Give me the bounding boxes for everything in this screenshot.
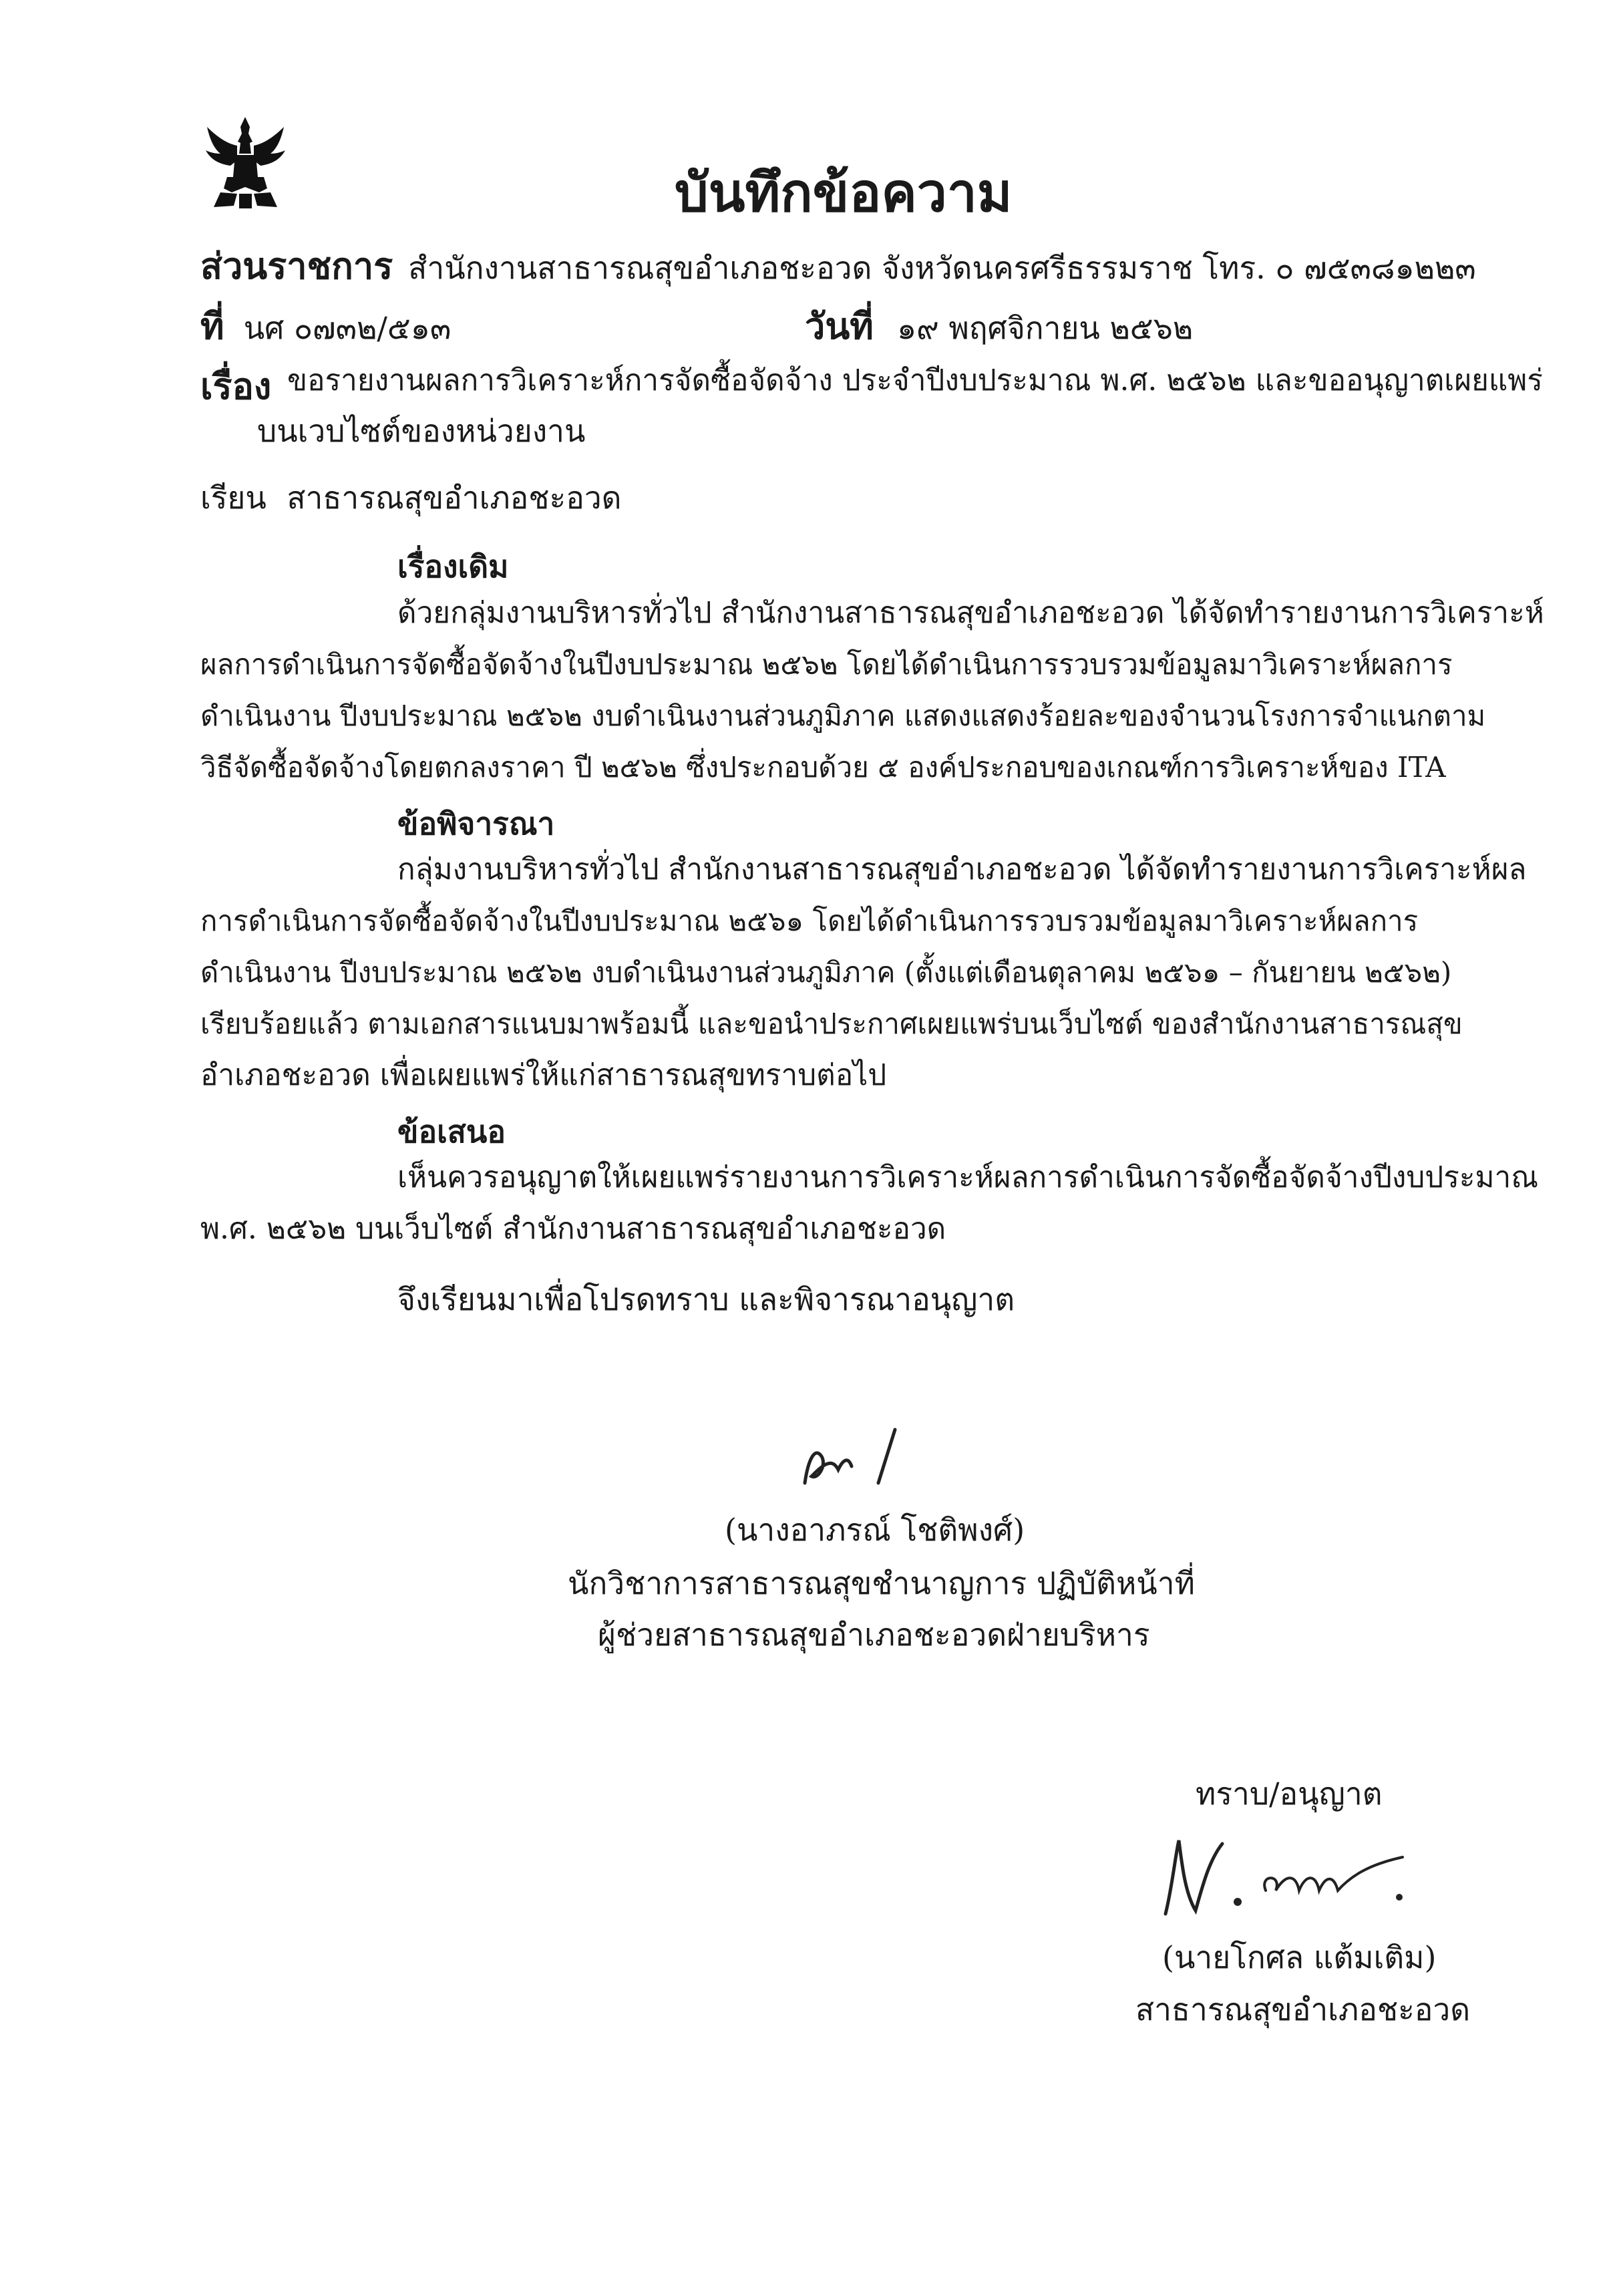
paragraph-line: เห็นควรอนุญาตให้เผยแพร่รายงานการวิเคราะห์ผลการดำเนินการจัดซื้อจัดจ้างปีงบประมาณ bbox=[397, 1160, 1539, 1194]
agency-label: ส่วนราชการ bbox=[200, 244, 393, 287]
approver-position: สาธารณสุขอำเภอชะอวด bbox=[1135, 1991, 1471, 2027]
recipient-value: สาธารณสุขอำเภอชะอวด bbox=[287, 480, 622, 516]
reference-value: นศ ๐๗๓๒/๕๑๓ bbox=[243, 310, 452, 346]
subject-line: บนเวบไซต์ของหน่วยงาน bbox=[257, 413, 586, 449]
paragraph-line: การดำเนินการจัดซื้อจัดจ้างในปีงบประมาณ ๒๕๖๑ โดยได้ดำเนินการรวบรวมข้อมูลมาวิเคราะห์ผลการ bbox=[200, 905, 1419, 937]
paragraph-line: ผลการดำเนินการจัดซื้อจัดจ้างในปีงบประมาณ ๒๕๖๒ โดยได้ดำเนินการรวบรวมข้อมูลมาวิเคราะห์ผลการ bbox=[200, 648, 1453, 681]
approver-name: (นายโกศล แต้มเติม) bbox=[1162, 1939, 1437, 1975]
page-title: บันทึกข้อความ bbox=[675, 161, 1013, 224]
reference-row bbox=[200, 297, 451, 355]
subject-line: ขอรายงานผลการวิเคราะห์การจัดซื้อจัดจ้าง ประจำปีงบประมาณ พ.ศ. ๒๕๖๒ และขออนุญาตเผยแพร่ bbox=[287, 363, 1543, 397]
paragraph-line: ดำเนินงาน ปีงบประมาณ ๒๕๖๒ งบดำเนินงานส่วนภูมิภาค แสดงแสดงร้อยละของจำนวนโรงการจำแนกตาม bbox=[200, 699, 1486, 732]
section-heading-proposal: ข้อเสนอ bbox=[397, 1114, 506, 1150]
approval-text: ทราบ/อนุญาต bbox=[1196, 1776, 1383, 1812]
paragraph-line: พ.ศ. ๒๕๖๒ บนเว็บไซต์ สำนักงานสาธารณสุขอำเภอชะอวด bbox=[200, 1212, 946, 1246]
closing-line: จึงเรียนมาเพื่อโปรดทราบ และพิจารณาอนุญาต bbox=[397, 1281, 1015, 1317]
reference-label: ที่ bbox=[200, 305, 224, 347]
signer1-position: นักวิชาการสาธารณสุขชำนาญการ ปฏิบัติหน้าที่ bbox=[568, 1565, 1195, 1601]
signer1-name: (นางอาภรณ์ โชติพงศ์) bbox=[725, 1512, 1025, 1548]
signature-scribble-icon bbox=[795, 1420, 928, 1493]
garuda-emblem-icon bbox=[200, 114, 291, 214]
approval-signature-icon bbox=[1159, 1827, 1419, 1921]
paragraph-line: อำเภอชะอวด เพื่อเผยแพร่ให้แก่สาธารณสุขทราบต่อไป bbox=[200, 1058, 887, 1092]
date-value: ๑๙ พฤศจิกายน ๒๕๖๒ bbox=[896, 310, 1194, 346]
paragraph-line: ด้วยกลุ่มงานบริหารทั่วไป สำนักงานสาธารณสุขอำเภอชะอวด ได้จัดทำรายงานการวิเคราะห์ bbox=[397, 596, 1544, 630]
paragraph-line: วิธีจัดซื้อจัดจ้างโดยตกลงราคา ปี ๒๕๖๒ ซึ่งประกอบด้วย ๕ องค์ประกอบของเกณฑ์การวิเคราะห์ของ ITA bbox=[200, 751, 1446, 784]
paragraph-line: กลุ่มงานบริหารทั่วไป สำนักงานสาธารณสุขอำเภอชะอวด ได้จัดทำรายงานการวิเคราะห์ผล bbox=[397, 852, 1527, 886]
section-heading-consideration: ข้อพิจารณา bbox=[397, 806, 555, 842]
subject-label: เรื่อง bbox=[200, 365, 272, 407]
signer1-position: ผู้ช่วยสาธารณสุขอำเภอชะอวดฝ่ายบริหาร bbox=[598, 1617, 1150, 1653]
section-heading-background: เรื่องเดิม bbox=[397, 548, 509, 585]
agency-row bbox=[200, 237, 1476, 295]
paragraph-line: ดำเนินงาน ปีงบประมาณ ๒๕๖๒ งบดำเนินงานส่วนภูมิภาค (ตั้งแต่เดือนตุลาคม ๒๕๖๑ – กันยายน ๒๕๖๒) bbox=[200, 956, 1452, 989]
subject-row bbox=[200, 357, 271, 415]
date-row bbox=[805, 297, 1193, 355]
date-label: วันที่ bbox=[805, 305, 874, 347]
agency-value: สำนักงานสาธารณสุขอำเภอชะอวด จังหวัดนครศรีธรรมราช โทร. ๐ ๗๕๓๘๑๒๒๓ bbox=[408, 250, 1476, 286]
recipient-label: เรียน bbox=[200, 480, 266, 516]
recipient-row bbox=[200, 478, 622, 518]
paragraph-line: เรียบร้อยแล้ว ตามเอกสารแนบมาพร้อมนี้ และขอนำประกาศเผยแพร่บนเว็บไซต์ ของสำนักงานสาธารณสุข bbox=[200, 1007, 1463, 1040]
